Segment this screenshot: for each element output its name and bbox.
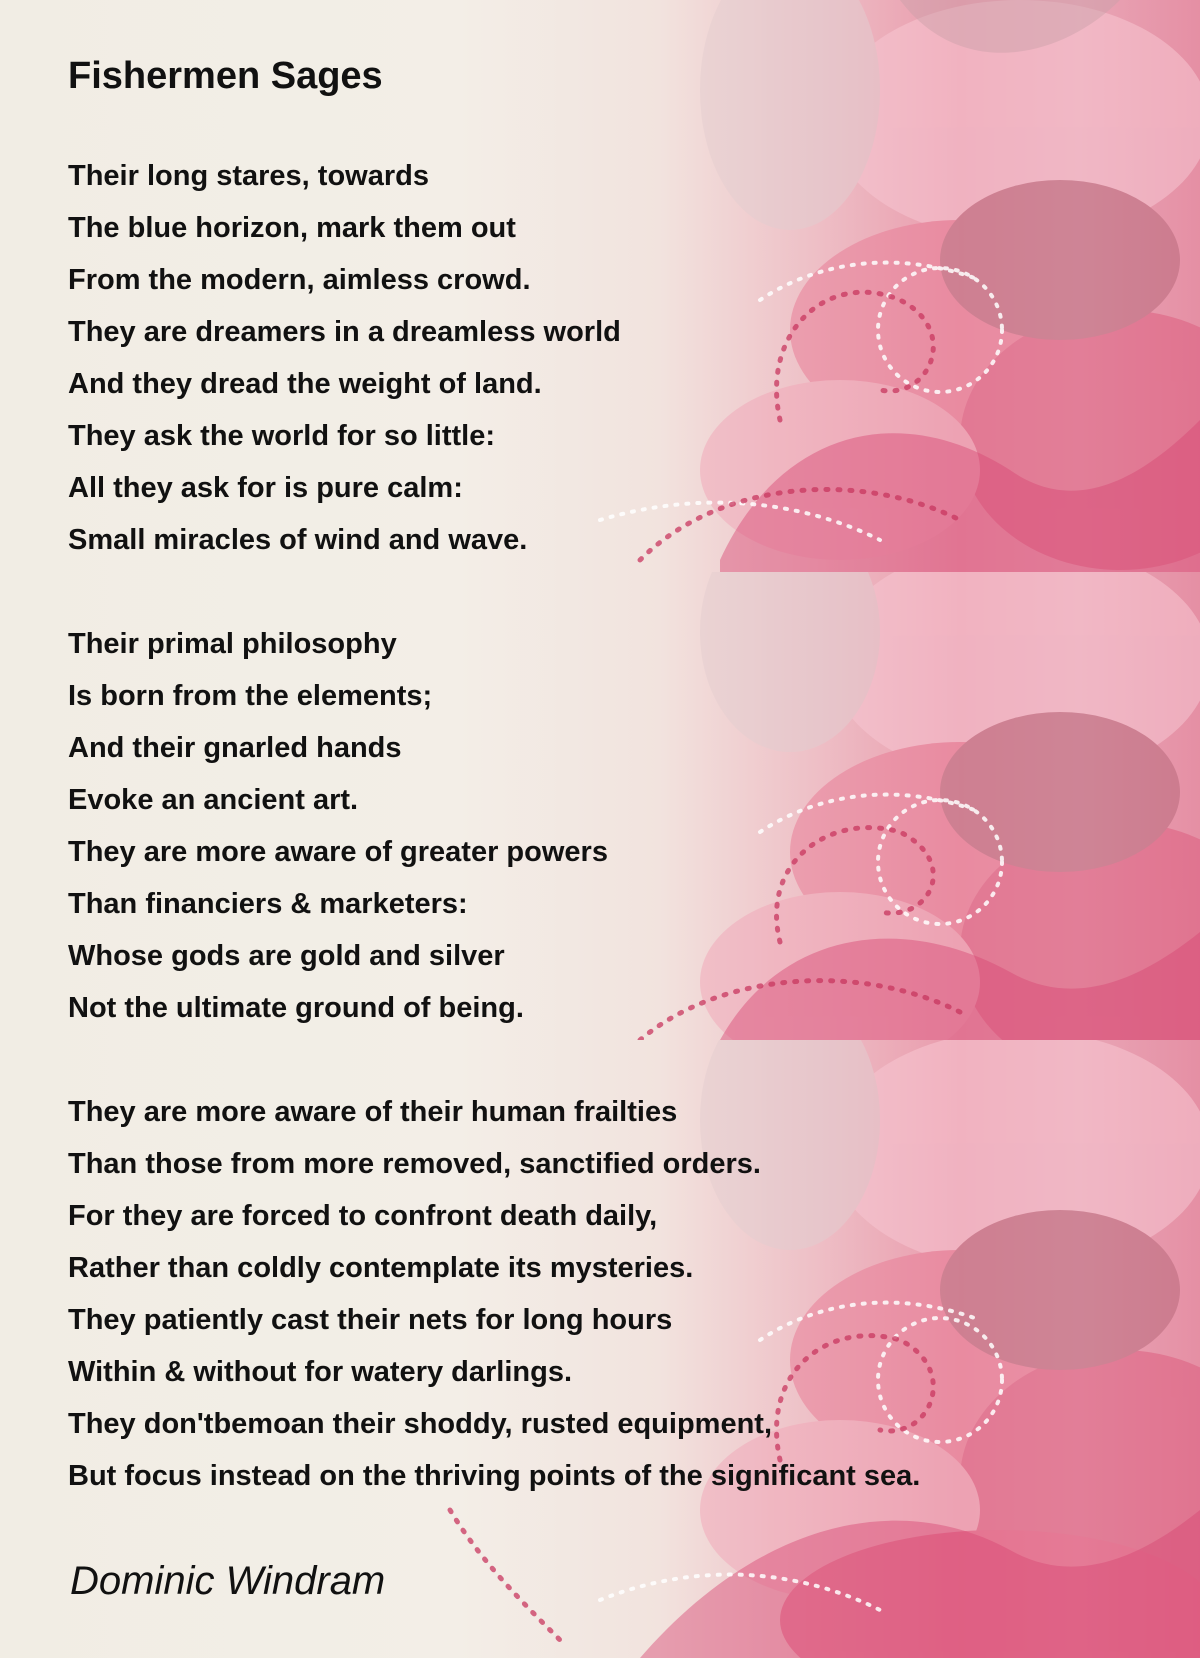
poem-line: They are more aware of their human frailties [68, 1096, 678, 1128]
poem-line: They ask the world for so little: [68, 420, 496, 452]
poem-line: Rather than coldly contemplate its mysteries. [68, 1252, 694, 1284]
poem-line: They don'tbemoan their shoddy, rusted equipment, [68, 1408, 773, 1440]
poem-line: Their primal philosophy [68, 628, 397, 660]
poem-line: Evoke an ancient art. [68, 784, 359, 816]
poem-author: Dominic Windram [70, 1559, 386, 1603]
poem-line: All they ask for is pure calm: [68, 472, 463, 504]
poem-line: Not the ultimate ground of being. [68, 992, 524, 1024]
poem-line: But focus instead on the thriving points of the significant sea. [68, 1460, 921, 1492]
poem-line: And their gnarled hands [68, 732, 402, 764]
poem-stanza-2 [68, 618, 608, 1034]
poem-line: Within & without for watery darlings. [68, 1356, 573, 1388]
poem-line: Small miracles of wind and wave. [68, 524, 528, 556]
poem-line: And they dread the weight of land. [68, 368, 542, 400]
poem-line: Their long stares, towards [68, 160, 429, 192]
poem-line: From the modern, aimless crowd. [68, 264, 531, 296]
poem-line: For they are forced to confront death daily, [68, 1200, 658, 1232]
poem-title: Fishermen Sages [68, 55, 383, 97]
poem-stanza-3 [68, 1086, 920, 1502]
poem-line: They are dreamers in a dreamless world [68, 316, 621, 348]
poem-line: The blue horizon, mark them out [68, 212, 516, 244]
poem-line: Than financiers & marketers: [68, 888, 468, 920]
poem-line: They are more aware of greater powers [68, 836, 608, 868]
poem-line: Is born from the elements; [68, 680, 433, 712]
poem-line: They patiently cast their nets for long hours [68, 1304, 673, 1336]
poem-line: Whose gods are gold and silver [68, 940, 505, 972]
poem-line: Than those from more removed, sanctified orders. [68, 1148, 761, 1180]
poem-stanza-1 [68, 150, 621, 566]
